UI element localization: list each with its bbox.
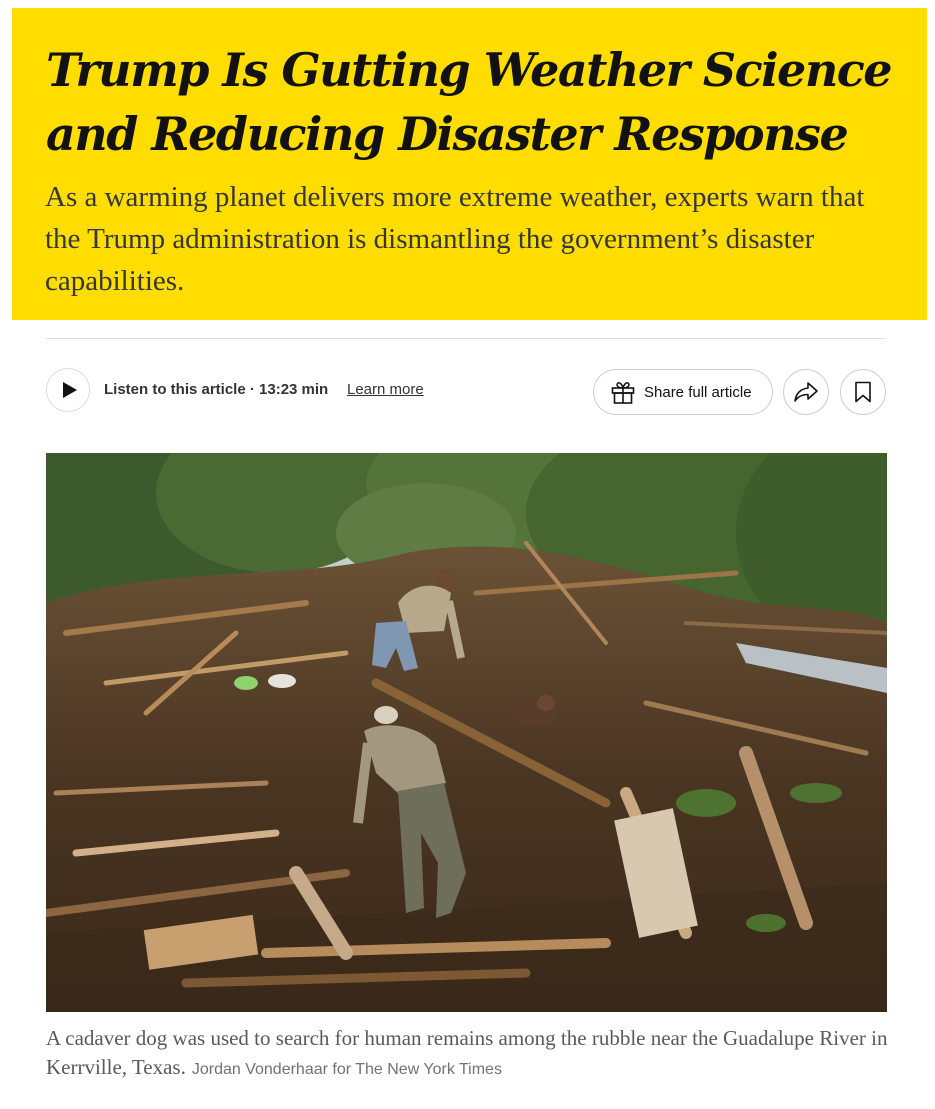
play-audio-button[interactable]	[46, 368, 90, 412]
gift-icon	[610, 379, 636, 405]
share-arrow-icon	[793, 381, 819, 403]
photo-caption	[46, 1024, 906, 1084]
bookmark-icon	[854, 381, 872, 403]
listen-label: Listen to this article · 13:23 min	[104, 381, 329, 398]
article-summary: As a warming planet delivers more extreme weather, experts warn that the Trump administration is dismantling the government’s disaster capabilities.	[45, 181, 865, 297]
share-button-label: Share full article	[644, 383, 752, 401]
headline-banner	[12, 8, 927, 320]
article-headline: Trump Is Gutting Weather Science and Reducing Disaster Response	[46, 43, 892, 161]
share-full-article-button[interactable]	[593, 369, 773, 415]
divider	[46, 338, 886, 339]
photo-credit: Jordan Vonderhaar for The New York Times	[191, 1061, 502, 1078]
article-photo	[46, 453, 887, 1012]
learn-more-link[interactable]: Learn more	[347, 381, 424, 398]
caption-text: A cadaver dog was used to search for human remains among the rubble near the Guadalupe River in Kerrville, Texas.	[46, 1026, 888, 1079]
play-icon	[63, 382, 77, 398]
share-button[interactable]	[783, 369, 829, 415]
article-toolbar	[46, 368, 887, 416]
save-article-button[interactable]	[840, 369, 886, 415]
flood-debris-photo	[46, 453, 887, 1012]
